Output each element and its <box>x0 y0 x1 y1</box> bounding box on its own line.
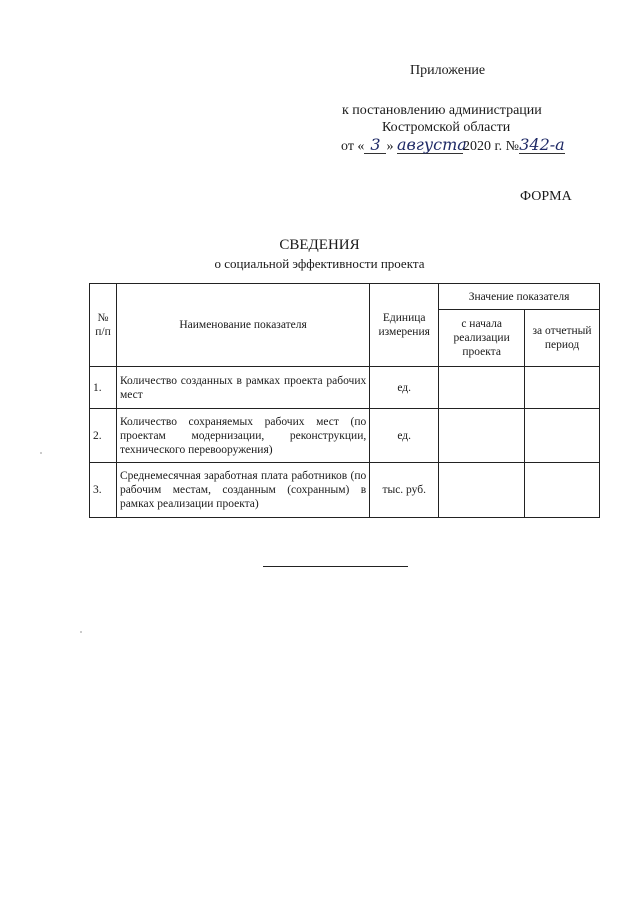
date-prefix: от « <box>341 139 365 154</box>
document-title: СВЕДЕНИЯ <box>279 237 360 253</box>
row-number: 2. <box>90 409 117 463</box>
header-indicator-value: Значение показателя <box>439 284 600 310</box>
document-subtitle: о социальной эффективности проекта <box>214 256 425 271</box>
row-unit: тыс. руб. <box>370 463 439 518</box>
header-indicator-name: Наименование показателя <box>116 284 369 367</box>
end-separator-line <box>263 566 408 567</box>
indicators-table <box>89 283 600 518</box>
handwritten-day: 3 <box>364 137 386 154</box>
row-since-start-value <box>439 463 525 518</box>
appendix-label: Приложение <box>410 63 486 78</box>
row-number: 3. <box>90 463 117 518</box>
header-number: № п/п <box>90 284 117 367</box>
decree-reference: к постановлению администрации <box>342 103 542 118</box>
row-indicator-name: Среднемесячная заработная плата работников (по рабочим местам, созданным (сохранным) в рамках реализации проекта) <box>116 463 369 518</box>
row-number: 1. <box>90 367 117 409</box>
header-since-start: с начала реализации проекта <box>439 310 525 367</box>
year-and-number-label: 2020 г. № <box>462 139 519 154</box>
row-period-value <box>525 463 600 518</box>
region-name: Костромской области <box>382 120 511 135</box>
row-period-value <box>525 409 600 463</box>
table-row <box>90 367 600 409</box>
handwritten-decree-number: 342-а <box>519 135 565 154</box>
date-mid: » <box>386 139 394 154</box>
handwritten-month: августа <box>396 135 467 154</box>
row-unit: ед. <box>370 409 439 463</box>
row-indicator-name: Количество созданных в рамках проекта рабочих мест <box>116 367 369 409</box>
scan-speck <box>40 452 42 454</box>
scan-speck <box>80 631 82 633</box>
table-row <box>90 463 600 518</box>
row-period-value <box>525 367 600 409</box>
header-reporting-period: за отчетный период <box>525 310 600 367</box>
row-indicator-name: Количество сохраняемых рабочих мест (по проектам модернизации, реконструкции, технического перевооружения) <box>116 409 369 463</box>
header-unit: Единица измерения <box>370 284 439 367</box>
row-unit: ед. <box>370 367 439 409</box>
form-label: ФОРМА <box>520 189 572 204</box>
decree-date-line <box>341 137 565 156</box>
table-row <box>90 409 600 463</box>
row-since-start-value <box>439 367 525 409</box>
row-since-start-value <box>439 409 525 463</box>
